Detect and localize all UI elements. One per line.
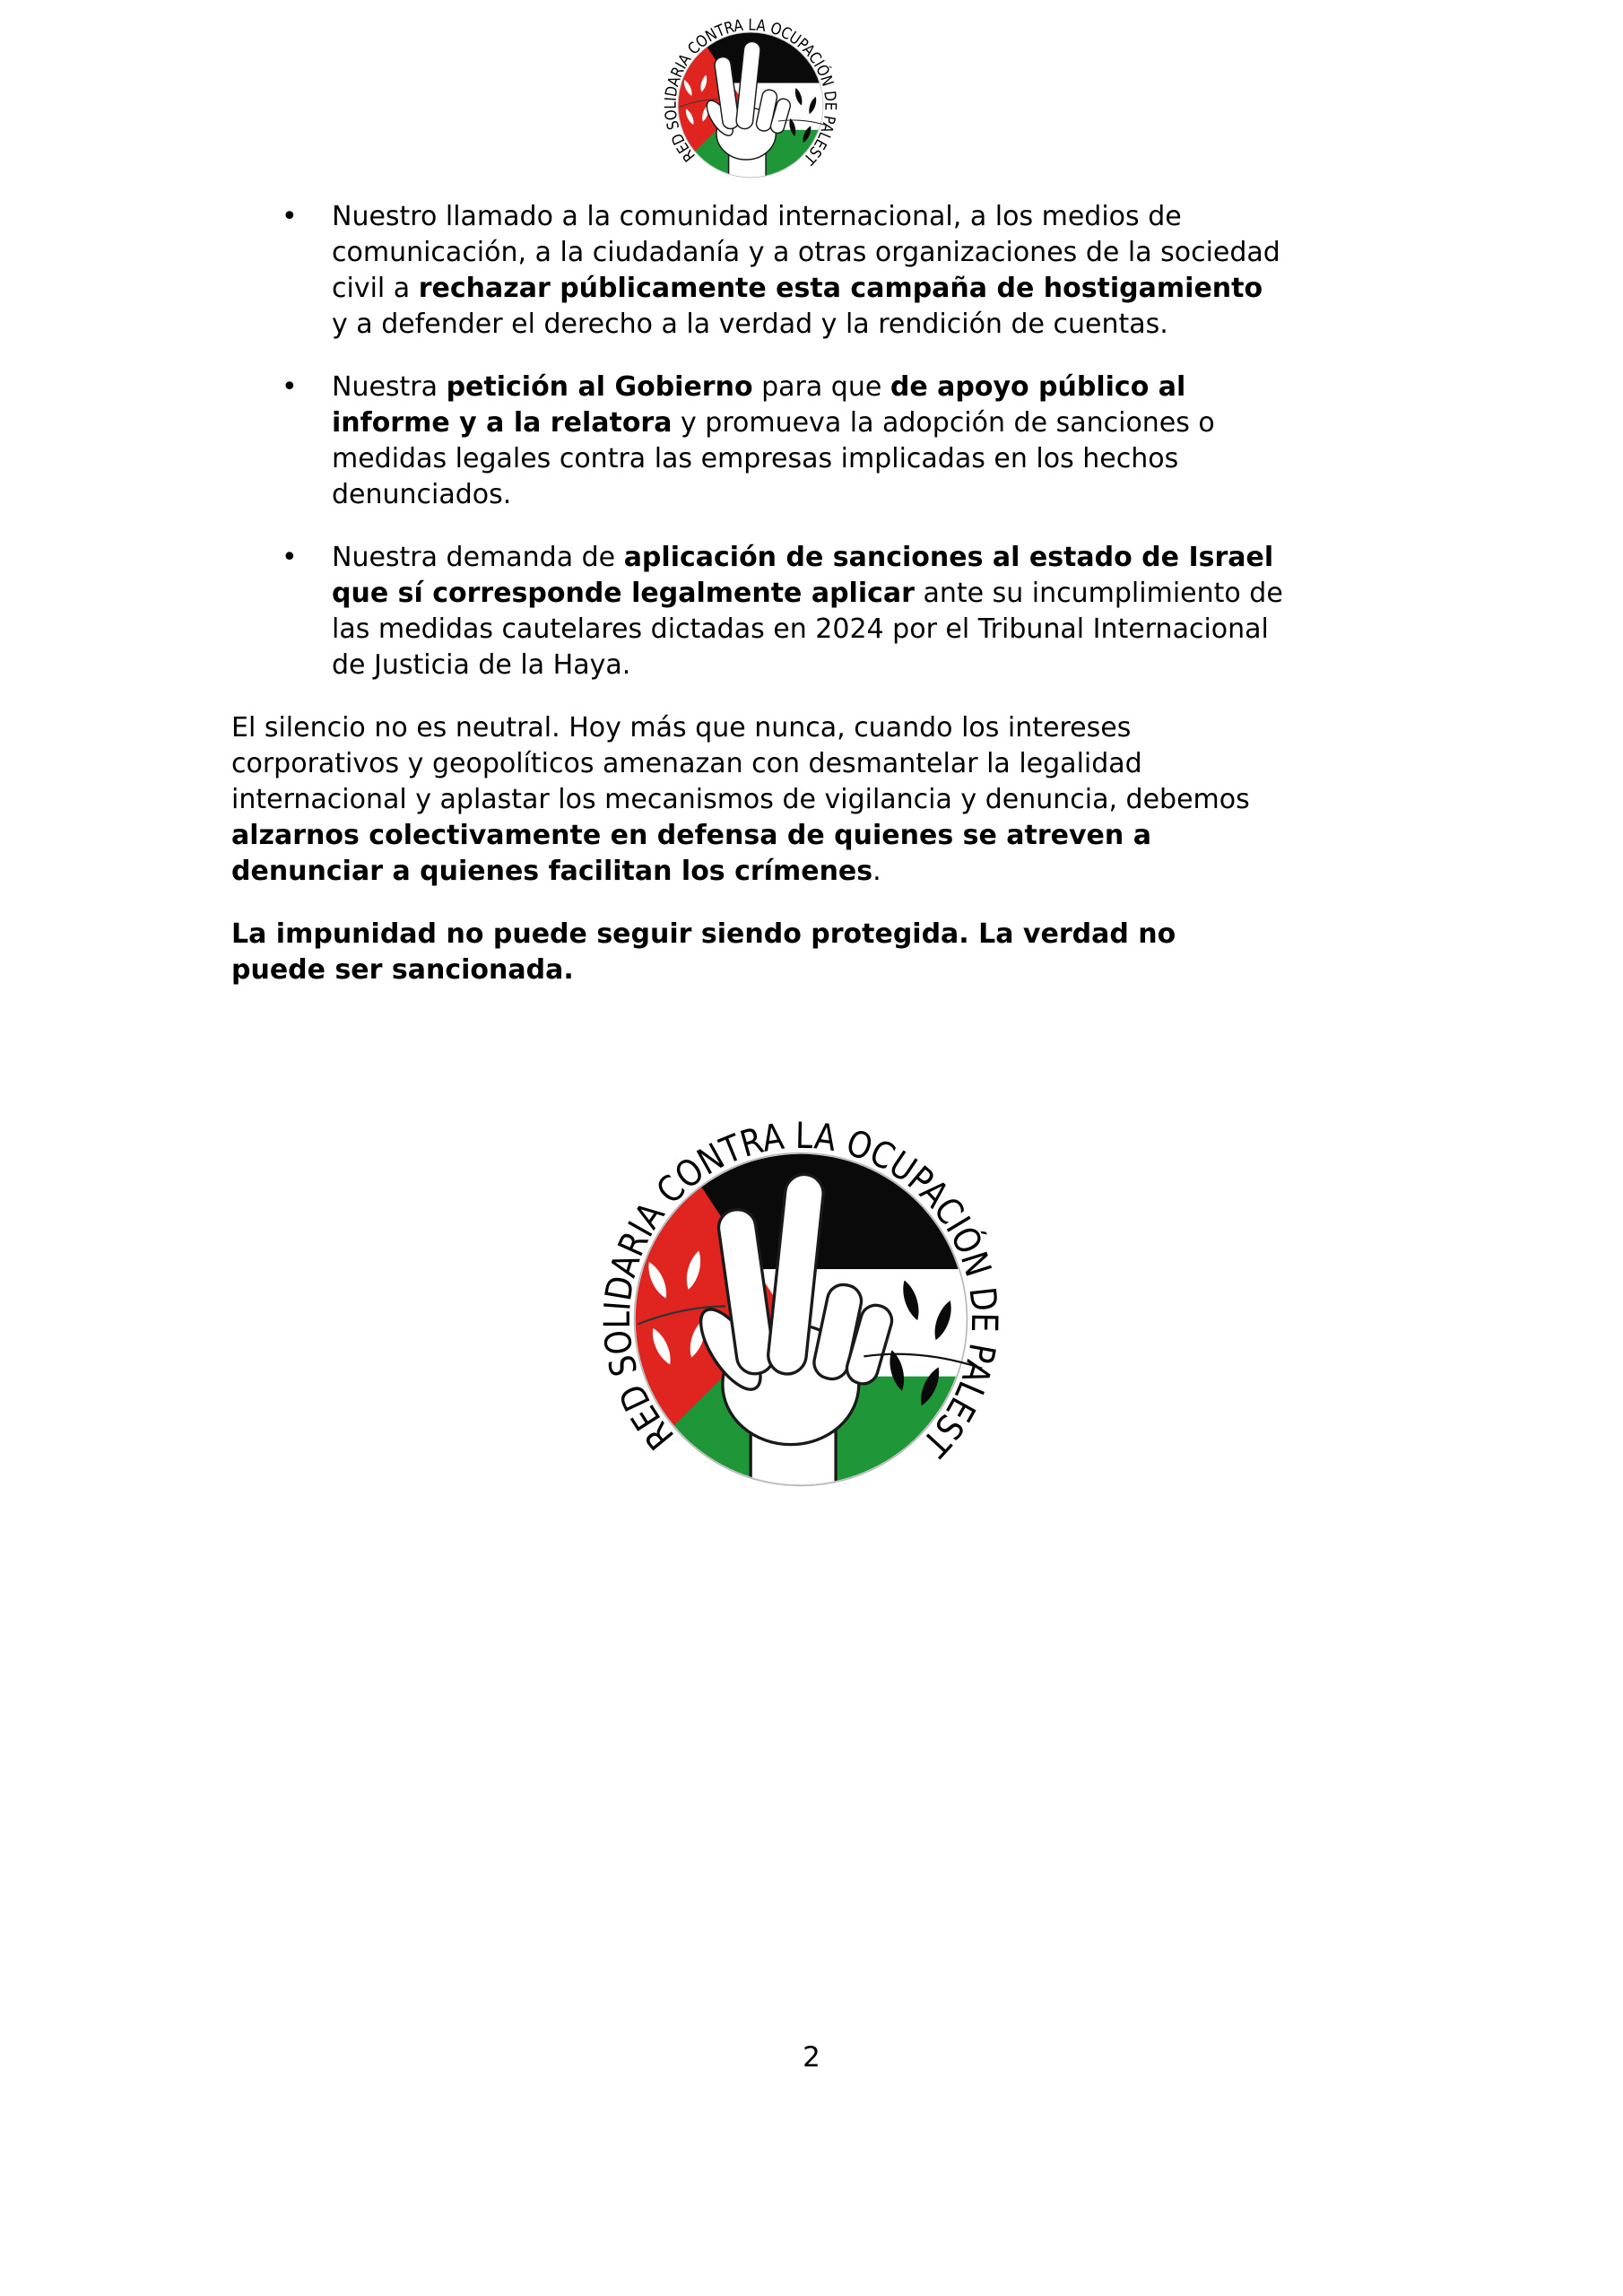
text-run-bold: que sí corresponde legalmente aplicar <box>332 578 915 609</box>
text-run: internacional y aplastar los mecanismos de vigilancia y denuncia, debemos <box>231 784 1250 815</box>
text-run-bold: rechazar públicamente esta campaña de hostigamiento <box>418 273 1263 304</box>
text-line <box>332 370 1487 405</box>
text-line <box>231 746 1487 782</box>
text-line <box>332 271 1487 307</box>
text-run: comunicación, a la ciudadanía y a otras organizaciones de la sociedad <box>332 237 1280 268</box>
text-line <box>332 405 1487 441</box>
text-run-bold: alzarnos colectivamente en defensa de quienes se atreven a <box>231 820 1151 851</box>
bullet-item <box>231 199 1487 343</box>
text-line <box>231 818 1487 854</box>
text-run: denunciados. <box>332 479 512 510</box>
text-line <box>332 648 1487 683</box>
text-run-bold: aplicación de sanciones al estado de Israel <box>623 542 1274 573</box>
text-line <box>332 540 1487 576</box>
text-run: . <box>872 856 881 887</box>
org-logo-large <box>595 1114 1006 1525</box>
page-number: 2 <box>803 2041 820 2074</box>
bullet-item <box>231 540 1487 683</box>
org-logo-small <box>661 15 840 195</box>
text-run: Nuestra demanda de <box>332 542 624 573</box>
text-run: Nuestro llamado a la comunidad internacional, a los medios de <box>332 201 1182 232</box>
text-line <box>231 710 1487 746</box>
text-run: y promueva la adopción de sanciones o <box>672 407 1215 439</box>
text-line <box>332 441 1487 477</box>
text-run: corporativos y geopolíticos amenazan con desmantelar la legalidad <box>231 748 1142 779</box>
text-line <box>332 307 1487 343</box>
text-run-bold: de apoyo público al <box>890 371 1186 403</box>
text-run: ante su incumplimiento de <box>914 578 1283 609</box>
text-run-bold: puede ser sancionada. <box>231 954 574 986</box>
text-line <box>332 477 1487 513</box>
bullet-item <box>231 370 1487 513</box>
text-run: para que <box>752 371 890 403</box>
text-run-bold: denunciar a quienes facilitan los crímenes <box>231 856 873 887</box>
text-run: de Justicia de la Haya. <box>332 649 631 681</box>
text-line <box>332 576 1487 612</box>
text-line <box>332 612 1487 648</box>
bullet-marker: • <box>282 542 298 573</box>
bullet-marker: • <box>282 201 298 232</box>
text-run-bold: petición al Gobierno <box>446 371 753 403</box>
text-run: medidas legales contra las empresas implicadas en los hechos <box>332 443 1179 474</box>
document-body <box>231 199 1487 1015</box>
text-run: y a defender el derecho a la verdad y la rendición de cuentas. <box>332 309 1168 340</box>
text-run: las medidas cautelares dictadas en 2024 por el Tribunal Internacional <box>332 613 1269 645</box>
text-line <box>231 917 1487 952</box>
text-line <box>332 235 1487 271</box>
text-run: civil a <box>332 273 419 304</box>
paragraph <box>231 710 1487 890</box>
text-line <box>231 952 1487 988</box>
text-line <box>332 199 1487 235</box>
text-run-bold: La impunidad no puede seguir siendo protegida. La verdad no <box>231 918 1176 950</box>
text-run: El silencio no es neutral. Hoy más que nunca, cuando los intereses <box>231 712 1132 744</box>
text-run: Nuestra <box>332 371 447 403</box>
text-run-bold: informe y a la relatora <box>332 407 673 439</box>
text-line <box>231 782 1487 818</box>
text-line <box>231 854 1487 890</box>
paragraph <box>231 917 1487 988</box>
bullet-marker: • <box>282 371 298 403</box>
